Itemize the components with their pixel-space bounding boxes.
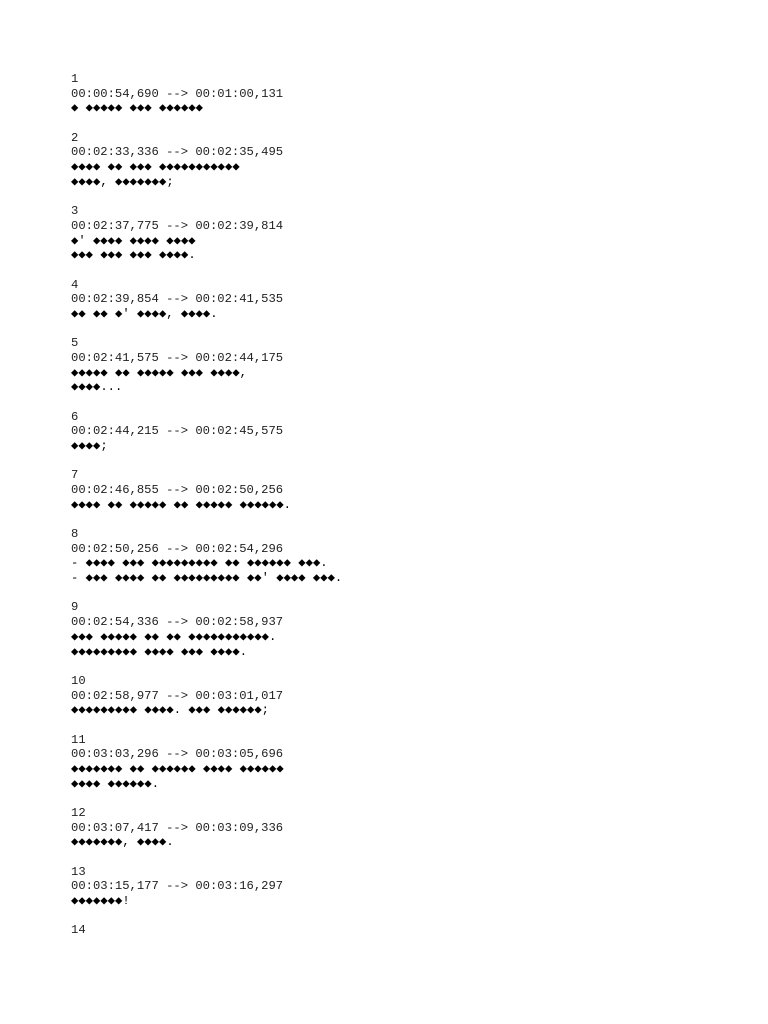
- cue-timestamp: 00:02:33,336 --> 00:02:35,495: [71, 145, 284, 160]
- cue-text-line: ◆◆◆◆◆◆◆!: [71, 894, 130, 909]
- cue-text-line: ◆◆ ◆◆ ◆' ◆◆◆◆, ◆◆◆◆.: [71, 306, 218, 321]
- cue-text-line: ◆ ◆◆◆◆◆ ◆◆◆ ◆◆◆◆◆◆: [71, 101, 204, 116]
- cue-timestamp: 00:02:41,575 --> 00:02:44,175: [71, 350, 284, 365]
- cue-index: 9: [71, 600, 79, 615]
- subtitle-cue: [71, 733, 751, 792]
- cue-text-line: ◆◆◆ ◆◆◆◆◆ ◆◆ ◆◆ ◆◆◆◆◆◆◆◆◆◆◆.: [71, 629, 277, 644]
- cue-text-line: ◆◆◆◆ ◆◆ ◆◆◆◆◆ ◆◆ ◆◆◆◆◆ ◆◆◆◆◆◆.: [71, 497, 291, 512]
- cue-timestamp: 00:02:39,854 --> 00:02:41,535: [71, 292, 284, 307]
- cue-timestamp: 00:02:37,775 --> 00:02:39,814: [71, 218, 284, 233]
- cue-text-line: ◆◆◆◆◆◆◆◆◆ ◆◆◆◆ ◆◆◆ ◆◆◆◆.: [71, 644, 248, 659]
- cue-index: 5: [71, 336, 79, 351]
- cue-timestamp: 00:02:44,215 --> 00:02:45,575: [71, 424, 284, 439]
- subtitle-cue: [71, 674, 751, 718]
- subtitle-cue: [71, 410, 751, 454]
- subtitle-cue: [71, 527, 751, 586]
- subtitle-cue: [71, 923, 751, 938]
- cue-text-line: ◆◆◆◆◆◆◆, ◆◆◆◆.: [71, 835, 174, 850]
- cue-index: 10: [71, 673, 86, 688]
- subtitle-cue: [71, 468, 751, 512]
- cue-text-line: ◆◆◆◆ ◆◆ ◆◆◆ ◆◆◆◆◆◆◆◆◆◆◆: [71, 160, 240, 175]
- subtitle-cue: [71, 131, 751, 190]
- subtitle-cue: [71, 278, 751, 322]
- cue-index: 6: [71, 409, 79, 424]
- cue-text-line: ◆◆◆◆ ◆◆◆◆◆◆.: [71, 776, 160, 791]
- cue-index: 11: [71, 732, 86, 747]
- subtitle-cue: [71, 204, 751, 263]
- cue-index: 2: [71, 130, 79, 145]
- cue-index: 7: [71, 468, 79, 483]
- cue-index: 13: [71, 864, 86, 879]
- subtitle-cue: [71, 865, 751, 909]
- cue-index: 8: [71, 527, 79, 542]
- cue-text-line: ◆' ◆◆◆◆ ◆◆◆◆ ◆◆◆◆: [71, 233, 196, 248]
- cue-text-line: ◆◆◆◆;: [71, 439, 108, 454]
- cue-timestamp: 00:00:54,690 --> 00:01:00,131: [71, 86, 284, 101]
- cue-timestamp: 00:03:03,296 --> 00:03:05,696: [71, 747, 284, 762]
- cue-index: 4: [71, 277, 79, 292]
- cue-text-line: ◆◆◆◆, ◆◆◆◆◆◆◆;: [71, 174, 174, 189]
- cue-index: 1: [71, 72, 79, 86]
- cue-text-line: ◆◆◆◆◆◆◆◆◆ ◆◆◆◆. ◆◆◆ ◆◆◆◆◆◆;: [71, 703, 269, 718]
- cue-text-line: ◆◆◆◆◆◆◆ ◆◆ ◆◆◆◆◆◆ ◆◆◆◆ ◆◆◆◆◆◆: [71, 761, 284, 776]
- subtitle-cue: [71, 600, 751, 659]
- subtitle-cue: [71, 336, 751, 395]
- cue-timestamp: 00:03:07,417 --> 00:03:09,336: [71, 820, 284, 835]
- cue-timestamp: 00:02:46,855 --> 00:02:50,256: [71, 483, 284, 498]
- cue-index: 14: [71, 923, 86, 938]
- cue-text-line: ◆◆◆ ◆◆◆ ◆◆◆ ◆◆◆◆.: [71, 248, 196, 263]
- cue-index: 3: [71, 204, 79, 219]
- cue-text-line: ◆◆◆◆...: [71, 380, 123, 395]
- subtitle-cue: [71, 806, 751, 850]
- subtitle-cue: [71, 72, 751, 116]
- cue-timestamp: 00:02:50,256 --> 00:02:54,296: [71, 541, 284, 556]
- subtitle-document: [71, 72, 751, 953]
- cue-index: 12: [71, 805, 86, 820]
- cue-text-line: - ◆◆◆ ◆◆◆◆ ◆◆ ◆◆◆◆◆◆◆◆◆ ◆◆' ◆◆◆◆ ◆◆◆.: [71, 571, 343, 586]
- cue-timestamp: 00:02:54,336 --> 00:02:58,937: [71, 615, 284, 630]
- cue-timestamp: 00:03:15,177 --> 00:03:16,297: [71, 879, 284, 894]
- cue-timestamp: 00:02:58,977 --> 00:03:01,017: [71, 688, 284, 703]
- cue-text-line: - ◆◆◆◆ ◆◆◆ ◆◆◆◆◆◆◆◆◆ ◆◆ ◆◆◆◆◆◆ ◆◆◆.: [71, 556, 328, 571]
- cue-text-line: ◆◆◆◆◆ ◆◆ ◆◆◆◆◆ ◆◆◆ ◆◆◆◆,: [71, 365, 247, 380]
